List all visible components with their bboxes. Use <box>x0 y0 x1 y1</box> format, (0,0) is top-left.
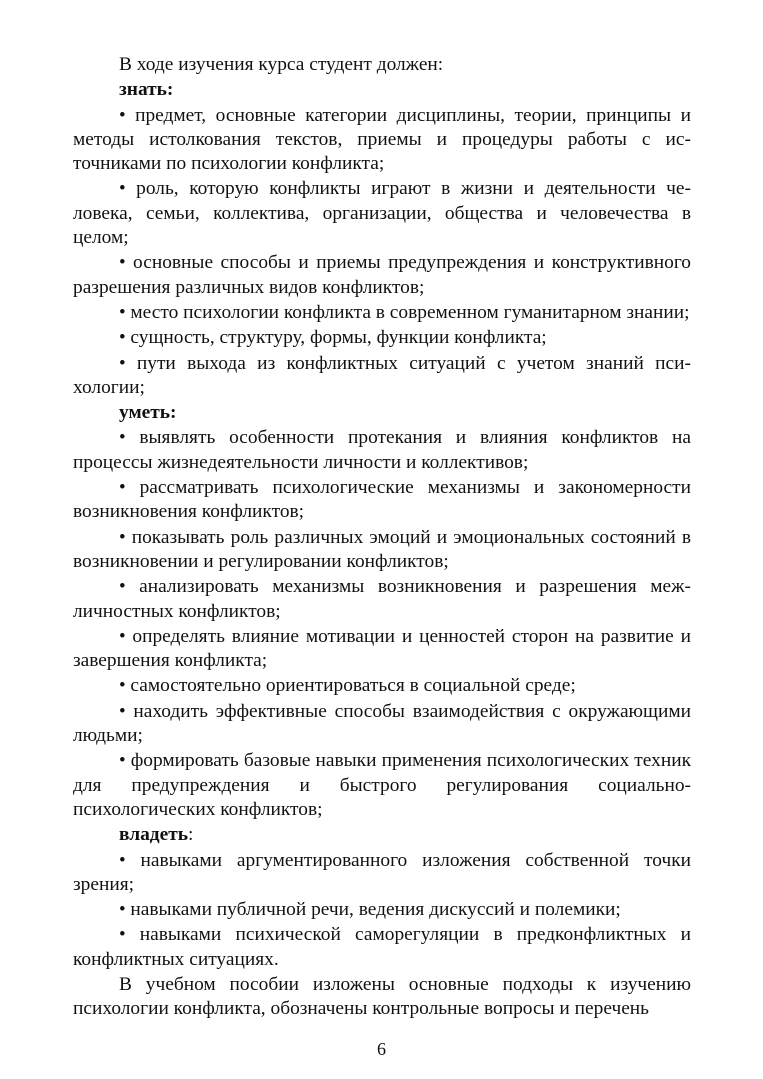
list-item: • показывать роль различных эмоций и эмоциональных состояний в возникновении и регулировании конфликтов; <box>73 526 691 575</box>
list-item: • определять влияние мотивации и ценностей сторон на развитие и завершения конфликта; <box>73 625 691 674</box>
section-heading-able <box>73 401 691 425</box>
list-item: • формировать базовые навыки применения психологических техник для предупреждения и быстрого регулирования социально-психологических конфликтов; <box>73 749 691 822</box>
section-heading-know <box>73 78 691 102</box>
list-item: • навыками аргументированного изложения собственной точки зрения; <box>73 849 691 898</box>
list-item: • выявлять особенности протекания и влияния конфликтов на процессы жизнедеятельности личности и коллективов; <box>73 426 691 475</box>
list-item: • роль, которую конфликты играют в жизни и деятельности человека, семьи, коллектива, организации, общества и человечества в целом; <box>73 177 691 250</box>
section-heading-master: владеть: <box>119 824 194 846</box>
list-item: • навыками психической саморегуляции в предконфликтных и конфликтных ситуациях. <box>73 923 691 972</box>
list-item: • предмет, основные категории дисциплины, теории, принципы и методы истолкования текстов, приемы и процедуры работы с источниками по психологии конфликта; <box>73 104 691 177</box>
list-item: • сущность, структуру, формы, функции конфликта; <box>73 326 691 350</box>
page-number: 6 <box>377 1039 386 1059</box>
list-item: • навыками публичной речи, ведения дискуссий и полемики; <box>73 898 691 922</box>
list-item: • самостоятельно ориентироваться в социальной среде; <box>73 674 691 698</box>
list-item: • место психологии конфликта в современном гуманитарном знании; <box>73 301 691 325</box>
closing-paragraph: В учебном пособии изложены основные подходы к изучению психологии конфликта, обозначены контрольные вопросы и перечень <box>73 973 691 1020</box>
list-item: • рассматривать психологические механизмы и закономерности возникновения конфликтов; <box>73 476 691 525</box>
document-page <box>73 53 691 1023</box>
list-item: • основные способы и приемы предупреждения и конструктивного разрешения различных видов конфликтов; <box>73 251 691 300</box>
list-item: • пути выхода из конфликтных ситуаций с учетом знаний психологии; <box>73 352 691 401</box>
intro-paragraph: В ходе изучения курса студент должен: <box>119 54 444 75</box>
list-item: • находить эффективные способы взаимодействия с окружающими людьми; <box>73 700 691 749</box>
section-heading-able-label: уметь: <box>119 402 177 424</box>
section-heading-master-label: владеть <box>119 824 188 846</box>
section-heading-know-label: знать: <box>119 79 174 101</box>
list-item: • анализировать механизмы возникновения и разрешения межличностных конфликтов; <box>73 575 691 624</box>
